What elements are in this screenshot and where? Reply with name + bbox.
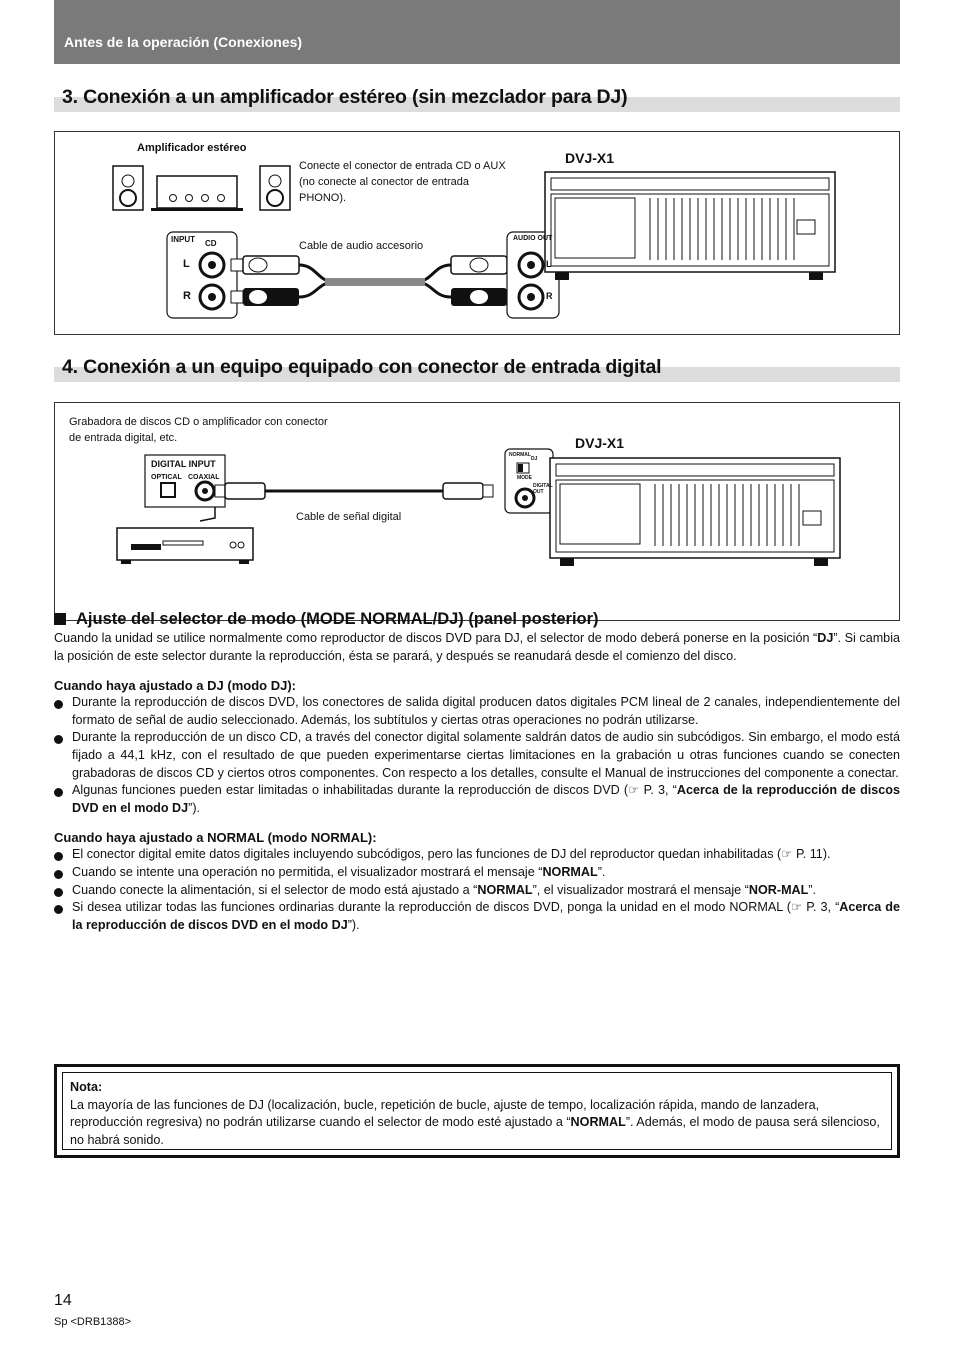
cable-label: Cable de audio accesorio (299, 240, 424, 252)
amp-label: Amplificador estéreo (137, 142, 247, 154)
digital-cable-label: Cable de señal digital (296, 511, 402, 523)
normal-bullet-2-a: Cuando se intente una operación no permitida, el visualizador mostrará el mensaje “ (72, 864, 543, 879)
out-r-label: R (546, 291, 553, 301)
normal-bullet-4 (54, 899, 900, 934)
section3-title: 3. Conexión a un amplificador estéreo (sin mezclador para DJ) (62, 86, 628, 108)
normal-bullet-3-d: NOR-MAL (748, 882, 809, 897)
bullet-icon (54, 852, 63, 861)
mode-section (54, 610, 900, 934)
device-label-2: DVJ-X1 (575, 435, 625, 451)
dvj-device-icon (545, 172, 835, 280)
bullet-icon (54, 735, 63, 744)
nota-text (70, 1097, 884, 1150)
device-label: DVJ-X1 (565, 150, 615, 166)
section-header-title: Antes de la operación (Conexiones) (64, 34, 303, 50)
section4-title: 4. Conexión a un equipo equipado con conector de entrada digital (62, 356, 662, 378)
digital-out-label: DIGITAL OUT (533, 483, 553, 495)
section3-diagram (54, 131, 900, 335)
normal-bullet-3-a: Cuando conecte la alimentación, si el selector de modo está ajustado a “ (72, 882, 478, 897)
connection-note: Conecte el conector de entrada CD o AUX (no conecte al conector de entrada PHONO). (299, 160, 506, 204)
normal-label: NORMAL (509, 452, 531, 458)
normal-bullet-4-a: Si desea utilizar todas las funciones ordinarias durante la reproducción de discos DVD, ponga la unidad en el modo NORMAL (☞ P. 3, “ (72, 900, 840, 915)
cd-label: CD (205, 239, 217, 248)
dvj-device-icon-2 (550, 458, 840, 566)
digital-input-label: DIGITAL INPUT (151, 459, 216, 469)
dj-label: DJ (531, 456, 538, 462)
nota-text-c: ”. Además, el modo de pausa será silencioso, no habrá sonido. (70, 1115, 880, 1147)
cd-recorder-icon (117, 528, 253, 564)
nota-content (62, 1072, 892, 1150)
bullet-icon (54, 700, 63, 709)
audio-out-label: AUDIO OUT (513, 235, 553, 242)
normal-bullet-3-b: NORMAL (477, 882, 533, 897)
normal-bullet-2 (54, 864, 900, 882)
normal-bullet-3-c: ”, el visualizador mostrará el mensaje “ (532, 882, 749, 897)
dj-bullet-1 (54, 694, 900, 729)
intro-text-a: Cuando la unidad se utilice normalmente como reproductor de discos DVD para DJ, el selector de modo deberá ponerse en la posición “ (54, 631, 818, 645)
normal-bullet-4-c: ”). (347, 917, 360, 932)
mode-intro (54, 630, 900, 665)
dj-heading: Cuando haya ajustado a DJ (modo DJ): (54, 678, 296, 694)
mode-label: MODE (517, 475, 532, 481)
normal-bullet-3-e: ”. (808, 882, 817, 897)
normal-bullet-3 (54, 882, 900, 900)
section3-heading (54, 86, 900, 112)
amp-l-label: L (183, 258, 190, 270)
normal-heading: Cuando haya ajustado a NORMAL (modo NORMAL): (54, 830, 377, 846)
nota-label: Nota: (70, 1080, 103, 1094)
nota-text-b: NORMAL (570, 1115, 626, 1130)
intro-text-b: DJ (817, 631, 834, 645)
speaker-right-icon (260, 166, 290, 210)
section4-heading (54, 356, 900, 382)
digital-connection-illustration (55, 403, 899, 620)
nota-box (54, 1064, 900, 1158)
dj-bullet-1-text: Durante la reproducción de discos DVD, los conectores de salida digital producen datos digitales PCM lineal de 2 canales, independientemente del formato de señal de audio seleccionado. Además, los subtítulos y ciertas otras operaciones no podrán utilizarse. (72, 695, 900, 727)
doc-code: Sp <DRB1388> (54, 1316, 132, 1328)
amp-connection-illustration (55, 132, 899, 334)
section-header-bar (54, 0, 900, 64)
speaker-left-icon (113, 166, 143, 210)
recorder-note: Grabadora de discos CD o amplificador con conector de entrada digital, etc. (69, 416, 328, 444)
dj-bullet-3-b: Acerca de la reproducción de discos DVD en el modo DJ (72, 783, 900, 815)
bullet-icon (54, 905, 63, 914)
out-l-label: L (546, 259, 552, 269)
nota-text-a: La mayoría de las funciones de DJ (localización, bucle, repetición de bucle, ajuste de tempo, localización rápida, mando de lanzadera, reproducción regresiva) no podrán utilizarse cuando el selector de modo esté ajustado a “ (70, 1097, 820, 1130)
normal-bullet-2-b: NORMAL (542, 864, 598, 879)
input-label: INPUT (171, 235, 195, 244)
amp-r-label: R (183, 290, 191, 302)
bullet-icon (54, 870, 63, 879)
normal-bullet-1 (54, 846, 900, 864)
section4-diagram (54, 402, 900, 621)
optical-label: OPTICAL (151, 474, 182, 481)
dj-bullet-2-text: Durante la reproducción de un disco CD, a través del conector digital solamente saldrán datos de audio sin subcódigos. Sin embargo, el modo está fijado a 44,1 kHz, con el resultado de que pueden experimentarse ciertas limitaciones en la grabación u otras funciones cuando se conecten grabadoras de discos CD y ciertos otros componentes. Con respecto a los detalles, consulte el Manual de instrucciones del componente a conectar. (72, 730, 900, 780)
dj-bullet-3-c: ”). (188, 800, 201, 815)
bullet-icon (54, 888, 63, 897)
dj-bullet-2 (54, 729, 900, 782)
square-bullet-icon (54, 613, 66, 625)
intro-text-c: ”. Si cambia la posición de este selector durante la reproducción, ésta se parará, y después se reanudará desde el comienzo del disco. (54, 631, 900, 663)
normal-bullet-2-c: ”. (597, 864, 606, 879)
page-number: 14 (54, 1292, 72, 1309)
mode-section-heading (54, 610, 900, 629)
normal-bullet-1-text: El conector digital emite datos digitales incluyendo subcódigos, pero las funciones de DJ del reproductor quedan inhabilitadas (☞ P. 11). (72, 847, 831, 862)
amplifier-icon (151, 176, 243, 211)
normal-bullet-4-b: Acerca de la reproducción de discos DVD en el modo DJ (72, 900, 900, 932)
dj-bullet-3-a: Algunas funciones pueden estar limitadas o inhabilitadas durante la reproducción de discos DVD (☞ P. 3, “ (72, 783, 677, 798)
mode-section-title: Ajuste del selector de modo (MODE NORMAL/DJ) (panel posterior) (76, 610, 599, 628)
coaxial-label: COAXIAL (188, 474, 220, 481)
dj-bullet-3 (54, 782, 900, 817)
bullet-icon (54, 788, 63, 797)
